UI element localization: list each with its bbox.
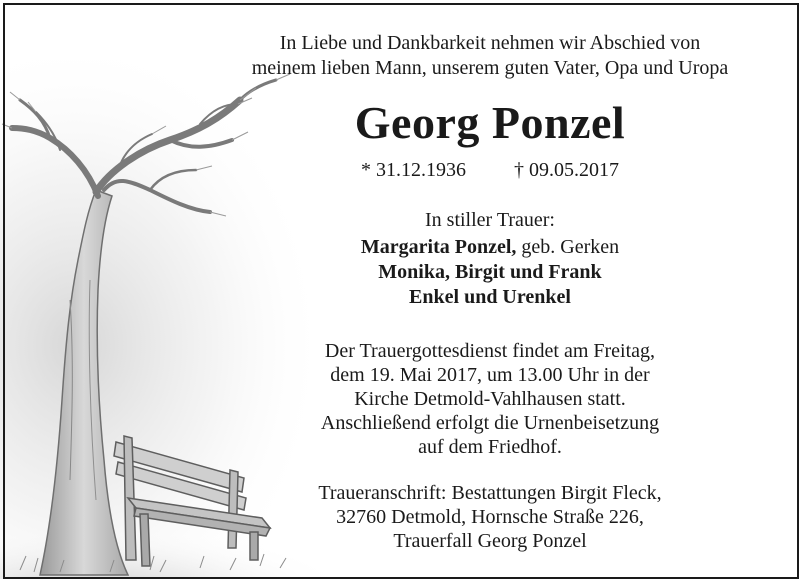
mourner-children: Monika, Birgit und Frank — [378, 261, 602, 283]
address-line-1: Traueranschrift: Bestattungen Birgit Fleck, — [318, 482, 662, 504]
mourner-grandchildren: Enkel und Urenkel — [409, 286, 571, 308]
service-line-4: Anschließend erfolgt die Urnenbeisetzung — [320, 412, 660, 434]
life-dates — [190, 159, 790, 182]
intro-line-2: meinem lieben Mann, unserem guten Vater, Opa und Uropa — [251, 57, 729, 79]
deceased-name: Georg Ponzel — [354, 97, 626, 148]
address-line-2: 32760 Detmold, Hornsche Straße 226, — [336, 506, 644, 528]
intro-line-1: In Liebe und Dankbarkeit nehmen wir Abschied von — [279, 32, 701, 54]
service-line-3: Kirche Detmold-Vahlhausen statt. — [354, 388, 626, 410]
mourning-heading: In stiller Trauer: — [425, 209, 555, 231]
service-line-5: auf dem Friedhof. — [418, 436, 562, 458]
wife-name: Margarita Ponzel, — [360, 236, 517, 258]
death-date: † 09.05.2017 — [514, 159, 619, 181]
mourner-wife — [190, 236, 790, 259]
service-line-1: Der Trauergottesdienst findet am Freitag, — [324, 340, 656, 362]
wife-maiden-name: geb. Gerken — [516, 236, 620, 258]
address-line-3: Trauerfall Georg Ponzel — [393, 530, 587, 552]
service-line-2: dem 19. Mai 2017, um 13.00 Uhr in der — [330, 364, 650, 386]
birth-date: * 31.12.1936 — [361, 159, 466, 181]
